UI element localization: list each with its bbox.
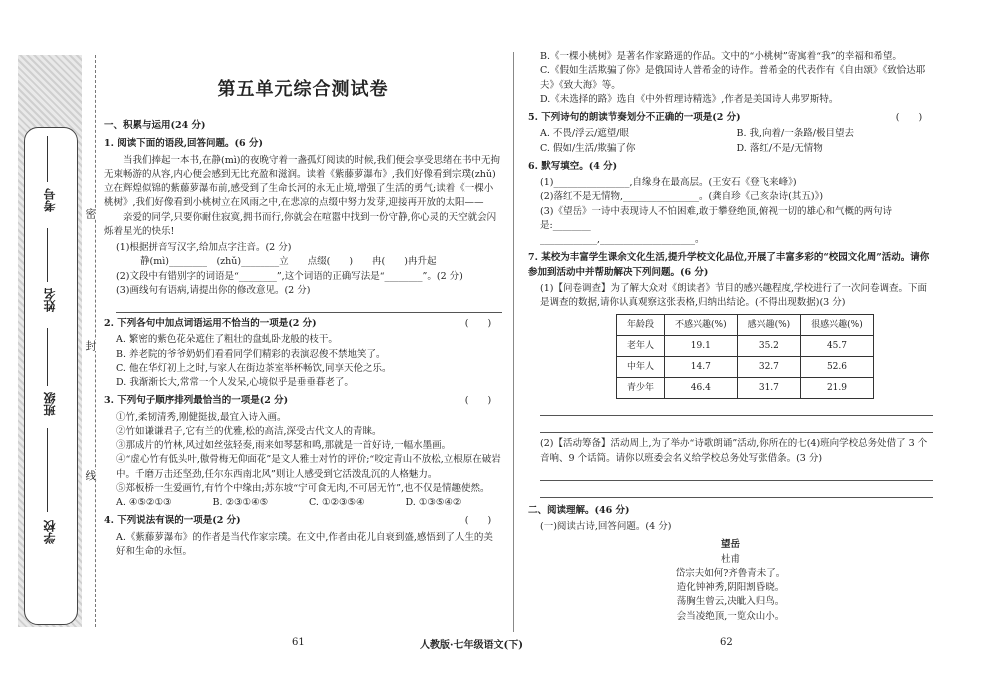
table-row <box>617 357 874 378</box>
answer-line[interactable] <box>540 485 933 498</box>
table-cell: 老年人 <box>617 336 665 357</box>
poem-line: 造化钟神秀,阴阳割昏晓。 <box>676 582 785 593</box>
page-title: 第五单元综合测试卷 <box>217 79 389 100</box>
footer-edition: 人教版·七年级语文(下) <box>420 640 523 651</box>
table-cell: 31.7 <box>737 378 801 399</box>
q6-line-3[interactable]: (3)《望岳》一诗中表现诗人不怕困难,敢于攀登绝顶,俯视一切的雄心和气概的两句诗是:________ <box>540 205 892 231</box>
right-page <box>528 50 933 624</box>
q3-sentence-4: ④“虚心竹有低头叶,傲骨梅无仰面花”是文人雅士对竹的评价;“咬定青山不放松,立根原在破岩中。千磨万击还坚劲,任尔东西南北风”则让人感受到它活泼乱沉的人格魅力。 <box>116 454 501 480</box>
q3-options <box>104 496 502 510</box>
q4-option-d: D.《未选择的路》选自《中外哲理诗精选》,作者是美国诗人弗罗斯特。 <box>540 93 839 105</box>
answer-line[interactable] <box>116 300 502 313</box>
poem-title: 望岳 <box>720 539 740 551</box>
q2-option-c: C. 他在华灯初上之时,与家人在街边茶室举杯畅饮,同享天伦之乐。 <box>116 362 392 374</box>
table-header: 年龄段 <box>617 315 665 336</box>
question-5-stem: 5. 下列诗句的朗读节奏划分不正确的一项是(2 分) ( ) <box>528 111 933 125</box>
school-field <box>47 428 48 512</box>
exam-number-label: 考号 <box>43 188 57 212</box>
table-cell: 21.9 <box>801 378 874 399</box>
poem <box>528 538 933 624</box>
q6-line-4[interactable]: ____________,____________________。 <box>540 234 705 245</box>
table-cell: 19.1 <box>665 336 738 357</box>
q5-options <box>528 127 933 156</box>
q3-option-a: A. ④⑤②①③ <box>116 497 172 508</box>
q3-sentence-1: ①竹,柔韧清秀,刚健挺拔,最宜入诗入画。 <box>116 411 287 423</box>
passage-paragraph-2: 亲爱的同学,只要你耐住寂寞,拥书而行,你就会在喧嚣中找到一份守静,你心灵的天空就会闪烁着星光的快乐! <box>104 211 497 237</box>
q1-sub-2[interactable]: (2)文段中有错别字的词语是“________”,这个词语的正确写法是“________”。(2 分) <box>116 270 463 282</box>
q1-sub-1: (1)根据拼音写汉字,给加点字注音。(2 分) <box>116 242 292 253</box>
poem-line: 荡胸生曾云,决眦入归鸟。 <box>676 596 785 608</box>
school-label: 学校 <box>43 520 57 544</box>
table-row <box>617 336 874 357</box>
table-header: 很感兴趣(%) <box>801 315 874 336</box>
question-4-stem: 4. 下列说法有误的一项是(2 分) ( ) <box>104 514 502 528</box>
q3-sentence-5: ⑤郑板桥一生爱画竹,有竹个中缘由;苏东坡“宁可食无肉,不可居无竹”,也不仅是情趣使然。 <box>116 482 490 494</box>
q3-option-b: B. ②③①④⑤ <box>212 497 269 508</box>
q5-option-c: C. 假如/生活/欺骗了你 <box>540 142 636 154</box>
answer-paren[interactable]: ( ) <box>895 112 923 123</box>
q5-option-d: D. 落红/不是/无情物 <box>736 142 823 154</box>
class-field <box>47 328 48 386</box>
table-row <box>617 378 874 399</box>
class-label: 班级 <box>43 392 57 416</box>
poem-line: 会当凌绝顶,一览众山小。 <box>676 610 785 622</box>
q7-sub-2: (2)【活动筹备】活动周上,为了举办“诗歌朗诵”活动,你所在的七(4)班向学校总务处借了 3 个音响、9 个话筒。请你以班委会名义给学校总务处写张借条。(3 分) <box>540 438 928 464</box>
table-cell: 32.7 <box>737 357 801 378</box>
question-3-stem: 3. 下列句子顺序排列最恰当的一项是(2 分) ( ) <box>104 394 502 408</box>
answer-paren[interactable]: ( ) <box>464 515 492 527</box>
q3-sentence-2: ②竹如谦谦君子,它有兰的优雅,松的高洁,深受古代文人的青睐。 <box>116 425 382 437</box>
question-7-stem: 7. 某校为丰富学生课余文化生活,提升学校文化品位,开展了丰富多彩的“校园文化周”活动。请你参加到活动中并帮助解决下列问题。(6 分) <box>528 252 930 278</box>
poem-line: 岱宗夫如何?齐鲁青未了。 <box>675 567 786 579</box>
name-label: 姓名 <box>43 288 57 312</box>
table-header: 不感兴趣(%) <box>665 315 738 336</box>
subsection-1-heading: (一)阅读古诗,回答问题。(4 分) <box>540 521 672 532</box>
q7-sub-1: (1)【问卷调查】为了解大众对《朗读者》节目的感兴趣程度,学校进行了一次问卷调查。下面是调查的数据,请你认真观察这张表格,归纳出结论。(不得出现数据)(3 分) <box>540 282 927 308</box>
question-1-stem: 1. 阅读下面的语段,回答问题。(6 分) <box>104 138 263 150</box>
answer-line[interactable] <box>540 420 933 433</box>
q1-sub-3: (3)画线句有语病,请提出你的修改意见。(2 分) <box>116 284 311 296</box>
table-header-row <box>617 315 874 336</box>
page-number-right: 62 <box>720 637 733 648</box>
q3-option-c: C. ①②③⑤④ <box>309 497 365 508</box>
cut-word-seal: 封 <box>84 340 97 351</box>
q3-sentence-3: ③那成片的竹林,风过如丝弦轻奏,雨来如琴瑟和鸣,那就是一首好诗,一幅水墨画。 <box>116 440 452 451</box>
question-6-stem: 6. 默写填空。(4 分) <box>528 160 618 172</box>
q2-option-b: B. 养老院的爷爷奶奶们看看同学们精彩的表演忍俊不禁地笑了。 <box>116 348 386 360</box>
poem-author: 杜甫 <box>720 553 740 565</box>
table-cell: 45.7 <box>801 336 874 357</box>
table-cell: 14.7 <box>665 357 738 378</box>
survey-table <box>616 314 874 399</box>
q5-option-b: B. 我,向着/一条路/极目望去 <box>736 128 854 140</box>
name-field <box>47 228 48 282</box>
question-2-stem: 2. 下列各句中加点词语运用不恰当的一项是(2 分) ( ) <box>104 317 502 331</box>
q5-option-a: A. 不畏/浮云/遮望/眼 <box>540 128 630 140</box>
page-number-left: 61 <box>292 637 305 648</box>
table-cell: 46.4 <box>665 378 738 399</box>
section-2-heading: 二、阅读理解。(46 分) <box>528 504 630 516</box>
cut-word-line: 线 <box>84 470 97 481</box>
section-1-heading: 一、积累与运用(24 分) <box>104 120 206 131</box>
q4-option-a: A.《紫藤萝瀑布》的作者是当代作家宗璞。在文中,作者由花儿自衰到盛,感悟到了人生的美好和生命的永恒。 <box>116 531 493 557</box>
table-cell: 35.2 <box>737 336 801 357</box>
q4-option-b: B.《一棵小桃树》是著名作家路遥的作品。文中的“小桃树”寄寓着“我”的幸福和希望。 <box>540 51 902 62</box>
q1-pinyin-fill[interactable]: 静(mì)________ (zhǔ)________立 点缀( ) 冉( )冉升起 <box>140 256 437 268</box>
table-header: 感兴趣(%) <box>737 315 801 336</box>
table-cell: 52.6 <box>801 357 874 378</box>
q2-option-d: D. 我渐渐长大,常常一个人发呆,心境似乎是垂垂暮老了。 <box>116 377 354 388</box>
answer-line[interactable] <box>540 403 933 416</box>
table-cell: 中年人 <box>617 357 665 378</box>
passage-paragraph-1: 当我们捧起一本书,在静(mì)的夜晚守着一盏孤灯阅读的时候,我们便会享受思绪在书中无拘无束畅游的从容,内心便会感到无比充盈和滋润。读着《紫藤萝瀑布》,我们好像看到宗璞(zhǔ)立在辉煌似锦的紫藤萝瀑布前,感受到了生命长河的永无止境,增强了生活的勇气;读着《一棵小桃树》,我们好像看到小桃树立在风雨之中,在悲凉的点缀中努力发芽,迎接再开放的太阳—— <box>104 154 500 209</box>
q4-option-c: C.《假如生活欺骗了你》是俄国诗人普希金的诗作。普希金的代表作有《自由颂》《致恰达耶夫》《致大海》等。 <box>540 65 926 91</box>
answer-paren[interactable]: ( ) <box>464 318 492 329</box>
q6-line-2[interactable]: (2)落红不是无情物,________________。(龚自珍《己亥杂诗(其五)》) <box>540 191 824 203</box>
answer-line[interactable] <box>540 468 933 481</box>
answer-paren[interactable]: ( ) <box>464 395 492 407</box>
table-cell: 青少年 <box>617 378 665 399</box>
student-info-box <box>24 127 78 625</box>
binding-sidebar <box>18 55 82 627</box>
q2-option-a: A. 繁密的紫色花朵遮住了粗壮的盘虬卧龙般的枝干。 <box>116 334 338 346</box>
q3-option-d: D. ①③⑤④② <box>405 497 462 508</box>
q6-line-1[interactable]: (1)________________,自缘身在最高层。(王安石《登飞来峰》) <box>540 177 797 188</box>
page-divider <box>513 52 514 632</box>
cut-word-secret: 密 <box>84 208 97 219</box>
exam-number-field <box>47 136 48 182</box>
left-page <box>104 60 502 559</box>
